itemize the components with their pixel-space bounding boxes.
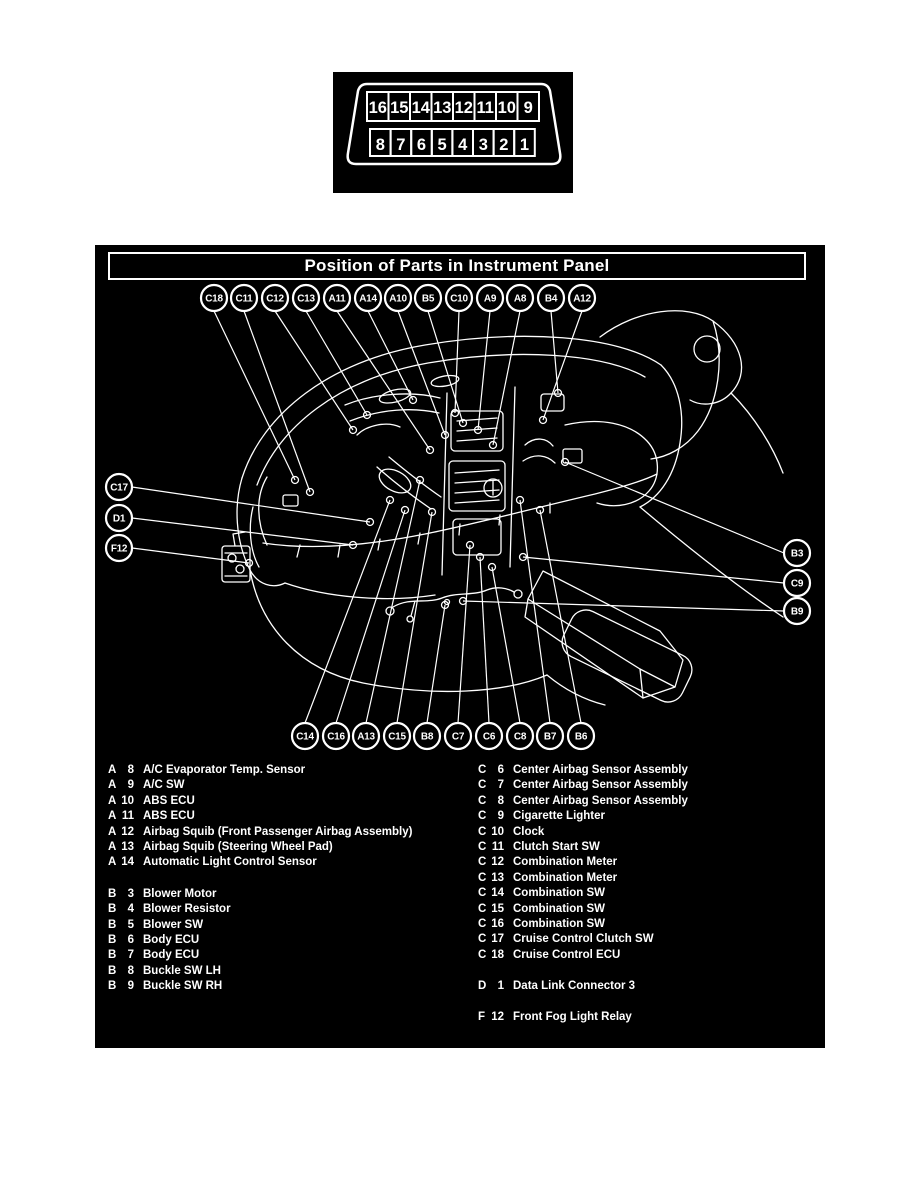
callout-label: A10 bbox=[389, 293, 407, 305]
callout-label: F12 bbox=[110, 543, 128, 555]
legend-code-number: 13 bbox=[121, 840, 134, 853]
legend-code-number: 16 bbox=[491, 917, 504, 930]
legend-code-letter: C bbox=[478, 902, 487, 915]
callout-B8 bbox=[414, 723, 440, 749]
callout-F12 bbox=[106, 535, 132, 561]
legend-code-number: 12 bbox=[491, 1011, 504, 1024]
callout-label: A12 bbox=[573, 293, 591, 305]
callout-label: A9 bbox=[483, 293, 497, 305]
legend-row-C17 bbox=[478, 932, 818, 947]
callout-label: C18 bbox=[205, 293, 223, 305]
legend-row-C12 bbox=[478, 855, 818, 870]
legend-code-letter: B bbox=[108, 933, 117, 946]
legend-description: Combination SW bbox=[513, 917, 605, 930]
callout-label: C6 bbox=[482, 731, 496, 743]
legend-code-number: 10 bbox=[121, 794, 134, 807]
legend-row-B5 bbox=[108, 918, 468, 933]
legend-row-C18 bbox=[478, 948, 818, 963]
callout-A10 bbox=[385, 285, 411, 311]
callout-label: C16 bbox=[327, 731, 345, 743]
legend-description: Automatic Light Control Sensor bbox=[143, 856, 317, 869]
legend-description: Airbag Squib (Front Passenger Airbag Assembly) bbox=[143, 825, 413, 838]
leader-line-A12 bbox=[543, 311, 582, 420]
legend-code-number: 3 bbox=[127, 887, 134, 900]
legend-code-letter: C bbox=[478, 887, 487, 900]
legend-code-letter: C bbox=[478, 794, 487, 807]
callout-A11 bbox=[324, 285, 350, 311]
callout-C9 bbox=[784, 570, 810, 596]
leader-line-C11 bbox=[244, 311, 310, 492]
leader-line-C16 bbox=[336, 510, 405, 723]
pin-number: 8 bbox=[375, 136, 385, 154]
callout-label: D1 bbox=[112, 513, 126, 525]
legend-row-B7 bbox=[108, 948, 468, 963]
legend-row-C9 bbox=[478, 809, 818, 824]
callout-B3 bbox=[784, 540, 810, 566]
callout-C14 bbox=[292, 723, 318, 749]
leader-line-B8 bbox=[427, 605, 445, 723]
pin-number: 15 bbox=[390, 99, 409, 117]
legend-description: Airbag Squib (Steering Wheel Pad) bbox=[143, 840, 333, 853]
callout-label: C17 bbox=[110, 482, 128, 494]
pin-number: 13 bbox=[433, 99, 452, 117]
callout-label: B7 bbox=[543, 731, 557, 743]
legend-description: Combination Meter bbox=[513, 871, 618, 884]
legend-row-A8 bbox=[108, 763, 468, 778]
callout-label: C13 bbox=[297, 293, 315, 305]
callout-label: B8 bbox=[420, 731, 434, 743]
callout-label: C12 bbox=[266, 293, 284, 305]
callout-label: B6 bbox=[574, 731, 588, 743]
callout-C17 bbox=[106, 474, 132, 500]
callout-label: B5 bbox=[421, 293, 435, 305]
callout-label: B4 bbox=[544, 293, 558, 305]
legend-code-letter: C bbox=[478, 825, 487, 838]
legend-description: Center Airbag Sensor Assembly bbox=[513, 779, 688, 792]
legend-code-number: 9 bbox=[497, 810, 504, 823]
legend-code-letter: B bbox=[108, 980, 117, 993]
legend-row-B6 bbox=[108, 933, 468, 948]
legend-row-C8 bbox=[478, 794, 818, 809]
legend-code-letter: B bbox=[108, 964, 117, 977]
legend-description: ABS ECU bbox=[143, 810, 195, 823]
panel-title: Position of Parts in Instrument Panel bbox=[304, 256, 610, 275]
legend-code-number: 4 bbox=[127, 903, 134, 916]
leader-line-C6 bbox=[480, 557, 489, 723]
legend-column-right bbox=[478, 763, 818, 1042]
legend-code-number: 18 bbox=[491, 948, 504, 961]
legend-row-F12 bbox=[478, 1010, 818, 1025]
callout-B5 bbox=[415, 285, 441, 311]
legend-row-A12 bbox=[108, 825, 468, 840]
legend-code-letter: A bbox=[108, 856, 117, 869]
legend-code-number: 11 bbox=[491, 840, 504, 853]
legend-code-letter: A bbox=[108, 764, 117, 776]
pin-number: 16 bbox=[368, 99, 387, 117]
leader-line-A11 bbox=[337, 311, 430, 450]
pin-number: 14 bbox=[411, 99, 430, 117]
legend-row-B8 bbox=[108, 964, 468, 979]
callout-label: B9 bbox=[790, 606, 804, 618]
leader-line-C18 bbox=[214, 311, 295, 480]
leader-line-C9 bbox=[523, 557, 784, 583]
callout-C10 bbox=[446, 285, 472, 311]
callout-A14 bbox=[355, 285, 381, 311]
legend-row-C10 bbox=[478, 825, 818, 840]
leader-line-A9 bbox=[478, 311, 490, 430]
pin-number: 7 bbox=[396, 136, 406, 154]
legend-description: Body ECU bbox=[143, 949, 200, 962]
legend-group bbox=[478, 979, 818, 994]
legend-description: Combination Meter bbox=[513, 856, 618, 869]
legend-group bbox=[478, 1010, 818, 1025]
legend-description: Buckle SW RH bbox=[143, 980, 223, 993]
legend-column-left bbox=[108, 763, 468, 1010]
callout-C7 bbox=[445, 723, 471, 749]
callout-C8 bbox=[507, 723, 533, 749]
leader-line-B7 bbox=[520, 500, 550, 723]
pin-grid bbox=[367, 92, 539, 156]
legend-group bbox=[108, 763, 468, 871]
instrument-panel-diagram bbox=[95, 245, 825, 760]
pin-number: 2 bbox=[499, 136, 509, 154]
pin-number: 11 bbox=[476, 99, 494, 117]
legend-description: Cigarette Lighter bbox=[513, 810, 606, 823]
legend-row-A14 bbox=[108, 855, 468, 870]
callout-C18 bbox=[201, 285, 227, 311]
legend-code-letter: C bbox=[478, 810, 487, 823]
callout-label: C14 bbox=[296, 731, 314, 743]
pin-number: 12 bbox=[454, 99, 473, 117]
legend-description: Blower Motor bbox=[143, 887, 217, 900]
legend-description: Front Fog Light Relay bbox=[513, 1011, 632, 1024]
callout-label: A14 bbox=[359, 293, 377, 305]
callout-label: C10 bbox=[450, 293, 468, 305]
legend-code-letter: A bbox=[108, 779, 117, 792]
legend-group bbox=[478, 763, 818, 963]
legend-description: Data Link Connector 3 bbox=[513, 980, 636, 993]
legend-code-number: 12 bbox=[121, 825, 134, 838]
legend-row-C6 bbox=[478, 763, 818, 778]
legend-row-A11 bbox=[108, 809, 468, 824]
legend-code-number: 11 bbox=[121, 810, 134, 823]
leader-line-C7 bbox=[458, 545, 470, 723]
callout-label: C9 bbox=[790, 578, 804, 590]
legend-description: Combination SW bbox=[513, 902, 605, 915]
legend-row-B4 bbox=[108, 902, 468, 917]
legend-description: A/C SW bbox=[143, 779, 185, 792]
legend-description: Cruise Control ECU bbox=[513, 948, 621, 961]
callout-label: C11 bbox=[235, 293, 253, 305]
legend-row-C15 bbox=[478, 902, 818, 917]
legend-row-A9 bbox=[108, 778, 468, 793]
callout-B7 bbox=[537, 723, 563, 749]
legend-code-letter: C bbox=[478, 764, 487, 776]
legend-row-C11 bbox=[478, 840, 818, 855]
legend-code-number: 10 bbox=[491, 825, 504, 838]
legend-description: Buckle SW LH bbox=[143, 964, 221, 977]
legend-row-D1 bbox=[478, 979, 818, 994]
legend-code-letter: B bbox=[108, 918, 117, 931]
leader-line-B9 bbox=[463, 601, 784, 611]
callout-A8 bbox=[507, 285, 533, 311]
legend-description: Combination SW bbox=[513, 887, 605, 900]
legend-row-C7 bbox=[478, 778, 818, 793]
pin-number: 4 bbox=[458, 136, 468, 154]
legend-code-number: 9 bbox=[127, 779, 134, 792]
legend-row-C13 bbox=[478, 871, 818, 886]
pin-number: 10 bbox=[497, 99, 516, 117]
legend-code-letter: A bbox=[108, 810, 117, 823]
legend-description: Blower SW bbox=[143, 918, 204, 931]
legend-row-C14 bbox=[478, 886, 818, 901]
legend-description: A/C Evaporator Temp. Sensor bbox=[143, 764, 306, 776]
connector-pinout-drawing bbox=[333, 72, 573, 193]
callout-C12 bbox=[262, 285, 288, 311]
legend-code-number: 1 bbox=[497, 980, 504, 993]
callout-layer bbox=[106, 285, 810, 749]
legend-description: Body ECU bbox=[143, 933, 200, 946]
legend-description: Clock bbox=[513, 825, 545, 838]
legend-code-number: 5 bbox=[127, 918, 134, 931]
pin-number: 1 bbox=[519, 136, 530, 154]
legend-description: ABS ECU bbox=[143, 794, 195, 807]
legend-code-number: 17 bbox=[491, 933, 504, 946]
callout-label: A13 bbox=[357, 731, 375, 743]
legend-code-letter: A bbox=[108, 794, 117, 807]
callout-D1 bbox=[106, 505, 132, 531]
legend-code-letter: C bbox=[478, 779, 487, 792]
legend-code-number: 14 bbox=[491, 887, 504, 900]
legend-code-letter: C bbox=[478, 871, 487, 884]
callout-label: B3 bbox=[790, 548, 804, 560]
callout-C13 bbox=[293, 285, 319, 311]
legend-row-A10 bbox=[108, 794, 468, 809]
legend-code-letter: C bbox=[478, 840, 487, 853]
pin-number: 9 bbox=[523, 99, 533, 117]
legend-code-number: 8 bbox=[127, 964, 134, 977]
leader-line-A10 bbox=[398, 311, 445, 435]
legend-description: Center Airbag Sensor Assembly bbox=[513, 794, 688, 807]
callout-C15 bbox=[384, 723, 410, 749]
callout-A13 bbox=[353, 723, 379, 749]
callout-B4 bbox=[538, 285, 564, 311]
callout-A12 bbox=[569, 285, 595, 311]
legend-row-C16 bbox=[478, 917, 818, 932]
legend-code-letter: C bbox=[478, 917, 487, 930]
pin-number: 6 bbox=[416, 136, 427, 154]
pin-number: 3 bbox=[478, 136, 488, 154]
callout-A9 bbox=[477, 285, 503, 311]
legend-code-number: 8 bbox=[127, 764, 134, 776]
legend-code-number: 7 bbox=[127, 949, 134, 962]
legend-code-number: 15 bbox=[491, 902, 504, 915]
legend-code-number: 14 bbox=[121, 856, 134, 869]
legend-description: Cruise Control Clutch SW bbox=[513, 933, 654, 946]
callout-C11 bbox=[231, 285, 257, 311]
legend-code-number: 13 bbox=[491, 871, 504, 884]
connector-pinout-block bbox=[333, 72, 573, 193]
legend-description: Clutch Start SW bbox=[513, 840, 600, 853]
legend-group bbox=[108, 887, 468, 995]
legend-code-number: 9 bbox=[127, 980, 134, 993]
legend-code-letter: D bbox=[478, 980, 487, 993]
legend-row-A13 bbox=[108, 840, 468, 855]
legend-code-number: 6 bbox=[127, 933, 134, 946]
callout-B6 bbox=[568, 723, 594, 749]
legend-code-letter: C bbox=[478, 948, 487, 961]
legend-code-letter: A bbox=[108, 840, 117, 853]
callout-C16 bbox=[323, 723, 349, 749]
callout-label: C7 bbox=[451, 731, 465, 743]
legend-row-B3 bbox=[108, 887, 468, 902]
legend-description: Blower Resistor bbox=[143, 903, 231, 916]
callout-label: C15 bbox=[388, 731, 406, 743]
callout-label: A11 bbox=[328, 293, 346, 305]
callout-B9 bbox=[784, 598, 810, 624]
legend-description: Center Airbag Sensor Assembly bbox=[513, 764, 688, 776]
leader-line-C10 bbox=[455, 311, 459, 413]
legend-row-B9 bbox=[108, 979, 468, 994]
leader-line-D1 bbox=[132, 518, 353, 545]
legend-code-number: 8 bbox=[497, 794, 504, 807]
legend-code-letter: B bbox=[108, 949, 117, 962]
leader-line-C14 bbox=[305, 500, 390, 723]
leader-line-C13 bbox=[306, 311, 367, 415]
leader-line-A14 bbox=[368, 311, 413, 400]
callout-label: A8 bbox=[513, 293, 527, 305]
instrument-panel-line-art bbox=[222, 311, 783, 708]
legend-code-letter: F bbox=[478, 1011, 486, 1024]
pin-number: 5 bbox=[437, 136, 447, 154]
legend-code-letter: C bbox=[478, 856, 487, 869]
legend-code-number: 12 bbox=[491, 856, 504, 869]
leader-line-F12 bbox=[132, 548, 249, 563]
legend-code-number: 6 bbox=[497, 764, 504, 776]
leader-line-A8 bbox=[493, 311, 520, 445]
legend-code-letter: B bbox=[108, 903, 117, 916]
callout-C6 bbox=[476, 723, 502, 749]
legend-code-letter: B bbox=[108, 887, 117, 900]
instrument-panel-diagram-panel bbox=[95, 245, 825, 1048]
legend-code-letter: A bbox=[108, 825, 117, 838]
leader-line-B3 bbox=[565, 462, 784, 553]
legend-code-letter: C bbox=[478, 933, 487, 946]
callout-label: C8 bbox=[513, 731, 527, 743]
legend-code-number: 7 bbox=[497, 779, 504, 792]
